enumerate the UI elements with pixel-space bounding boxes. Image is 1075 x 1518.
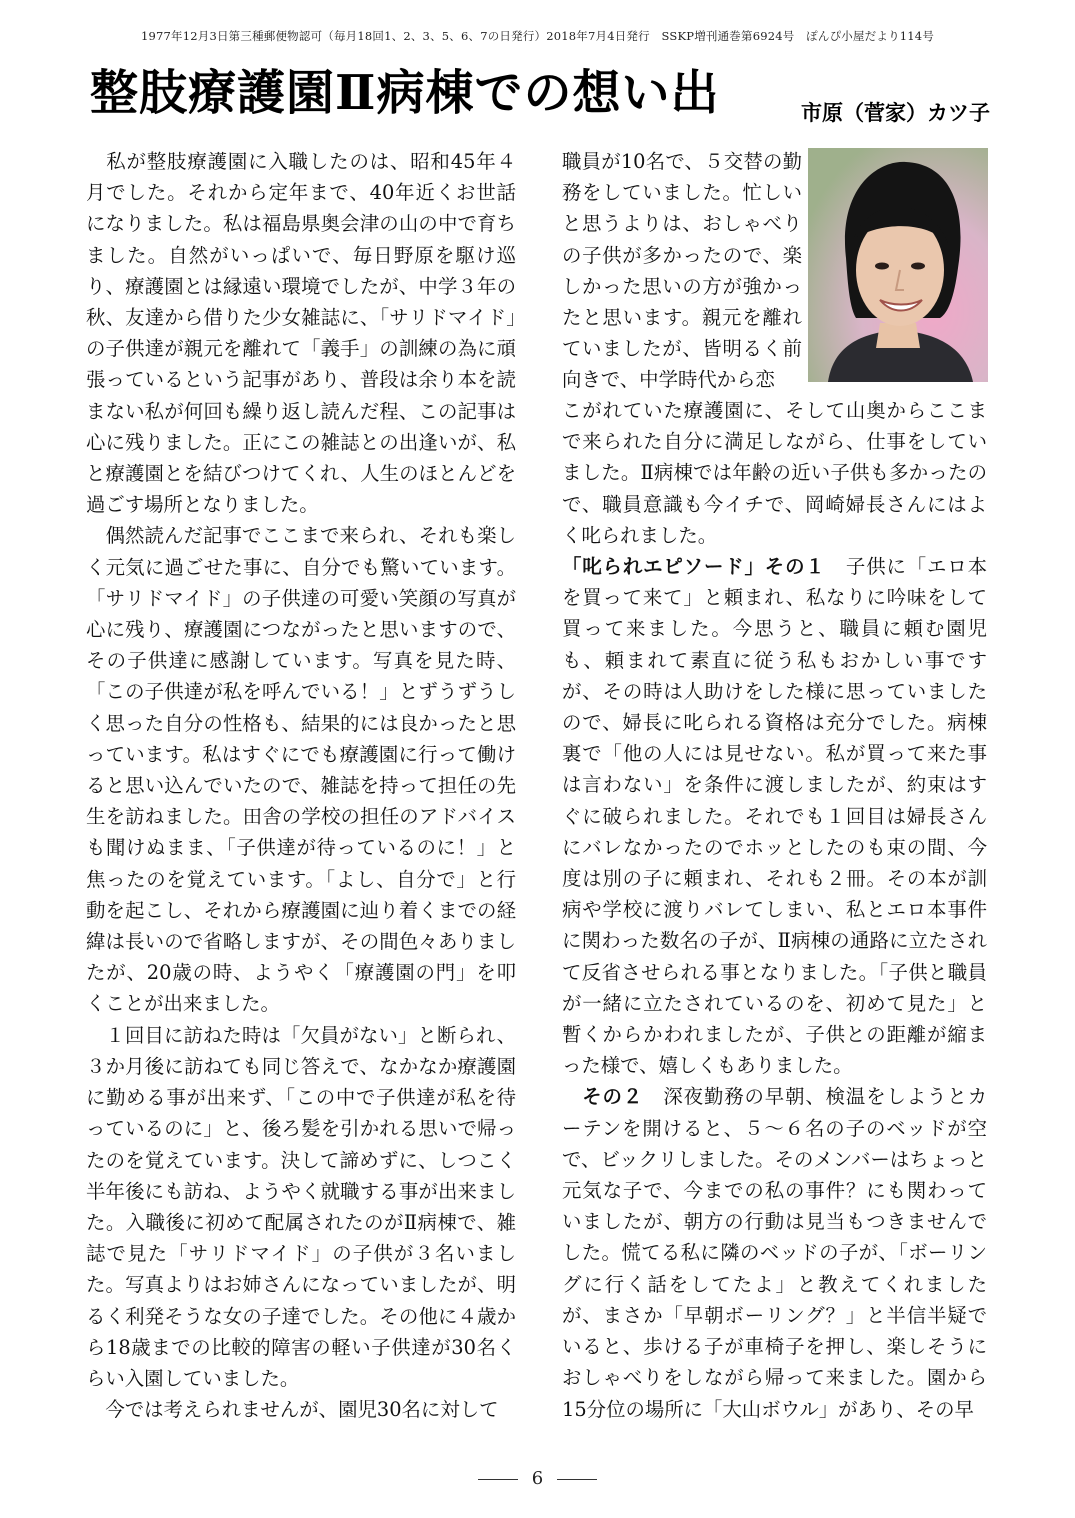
author-name: 市原（菅家）カツ子 xyxy=(801,101,990,125)
episode-2-paragraph xyxy=(562,1081,987,1424)
paragraph: 今では考えられませんが、園児30名に対して xyxy=(86,1398,499,1422)
episode-1-body: 子供に「エロ本を買って来て」と頼まれ、私なりに吟味をして買って来ました。今思うと、職員に頼む園児も、頼まれて素直に従う私もおかしい事ですが、その時は人助けをした様に思っていましたので、婦長に叱られる資格は充分でした。病棟裏で「他の人には見せない。私が買って来た事は言わない」を条件に渡しましたが、約束はすぐに破られました。それでも１回目は婦長さんにバレなかったのでホッとしたのも束の間、今度は別の子に頼まれ、それも２冊。その本が訓病や学校に渡りバレてしまい、私とエロ本事件に関わった数名の子が、Ⅱ病棟の通路に立たされて反省させられる事となりました。「子供と職員が一緒に立たされているのを、初めて見た」と暫くからかわれましたが、子供との距離が縮まった様で、嬉しくもありました。 xyxy=(562,555,988,1078)
footer-rule-right xyxy=(557,1479,597,1480)
paragraph: 職員が10名で、５交替の勤務をしていました。忙しいと思うよりは、おしゃべりの子供が多かったので、楽しかった思いの方が強かったと思います。親元を離れていましたが、皆明るく前向きで、中学時代から恋 xyxy=(562,150,802,392)
paragraph: １回目に訪ねた時は「欠員がない」と断られ、３か月後に訪ねても同じ答えで、なかなか療護園に勤める事が出来ず、「この中で子供達が私を待っているのに」と、後ろ髪を引かれる思いで帰ったのを覚えています。決して諦めずに、しつこく半年後にも訪ね、ようやく就職する事が出来ました。入職後に初めて配属されたのがⅡ病棟で、雑誌で見た「サリドマイド」の子供が３名いました。写真よりはお姉さんになっていましたが、明るく利発そうな女の子達でした。その他に４歳から18歳までの比較的障害の軽い子供達が30名くらい入園していました。 xyxy=(86,1023,516,1390)
page-number: 6 xyxy=(531,1468,544,1489)
footer-rule-left xyxy=(478,1479,518,1480)
paragraph: こがれていた療護園に、そして山奥からここまで来られた自分に満足しながら、仕事をしていました。Ⅱ病棟では年齢の近い子供も多かったので、職員意識も今イチで、岡崎婦長さんにはよく叱られました。 xyxy=(562,399,987,547)
paragraph: 偶然読んだ記事でここまで来られ、それも楽しく元気に過ごせた事に、自分でも驚いています。「サリドマイド」の子供達の可愛い笑顔の写真が心に残り、療護園につながったと思いますので、その子供達に感謝しています。写真を見た時、「この子供達が私を呼んでいる！」とずうずうしく思った自分の性格も、結果的には良かったと思っています。私はすぐにでも療護園に行って働けると思い込んでいたので、雑誌を持って担任の先生を訪ねました。田舎の学校の担任のアドバイスも聞けぬまま、「子供達が待っているのに！」と焦ったのを覚えています。「よし、自分で」と行動を起こし、それから療護園に辿り着くまでの経緯は長いので省略しますが、その間色々ありましたが、20歳の時、ようやく「療護園の門」を叩くことが出来ました。 xyxy=(86,524,516,1016)
author-portrait-photo xyxy=(808,148,988,382)
episode-2-body: 深夜勤務の早朝、検温をしようとカーテンを開けると、５～６名の子のベッドが空で、ビックリしました。そのメンバーはちょっと元気な子で、今までの私の事件？にも関わっていましたが、朝方の行動は見当もつきませんでした。慌てる私に隣のベッドの子が、「ボーリングに行く話をしてたよ」と教えてくれましたが、まさか「早朝ボーリング？」と半信半疑でいると、歩ける子が車椅子を押し、楽しそうにおしゃべりをしながら帰って来ました。園から15分位の場所に「大山ボウル」があり、その早 xyxy=(562,1085,988,1421)
right-column-top xyxy=(562,146,802,396)
paragraph: 私が整肢療護園に入職したのは、昭和45年４月でした。それから定年まで、40年近くお世話になりました。私は福島県奥会津の山の中で育ちました。自然がいっぱいで、毎日野原を駆け巡り、療護園とは縁遠い環境でしたが、中学３年の秋、友達から借りた少女雑誌に、「サリドマイド」の子供達が親元を離れて「義手」の訓練の為に頑張っているという記事があり、普段は余り本を読まない私が何回も繰り返し読んだ程、この記事は心に残りました。正にこの雑誌との出逢いが、私と療護園とを結びつけてくれ、人生のほとんどを過ごす場所となりました。 xyxy=(86,150,516,517)
right-column xyxy=(562,395,987,1425)
publication-info-line: 1977年12月3日第三種郵便物認可（毎月18回1、2、3、5、6、7の日発行）2018年7月4日発行 SSKP増刊通巻第6924号 ぽんぴ小屋だより114号 xyxy=(140,29,935,43)
episode-2-heading: その２ xyxy=(582,1085,644,1109)
article-title: 整肢療護園Ⅱ病棟での想い出 xyxy=(90,65,720,121)
left-column xyxy=(86,146,516,1425)
episode-1-paragraph xyxy=(562,551,987,1081)
episode-1-heading: 「叱られエピソード」その１ xyxy=(562,555,826,579)
page-footer xyxy=(0,1468,1075,1489)
